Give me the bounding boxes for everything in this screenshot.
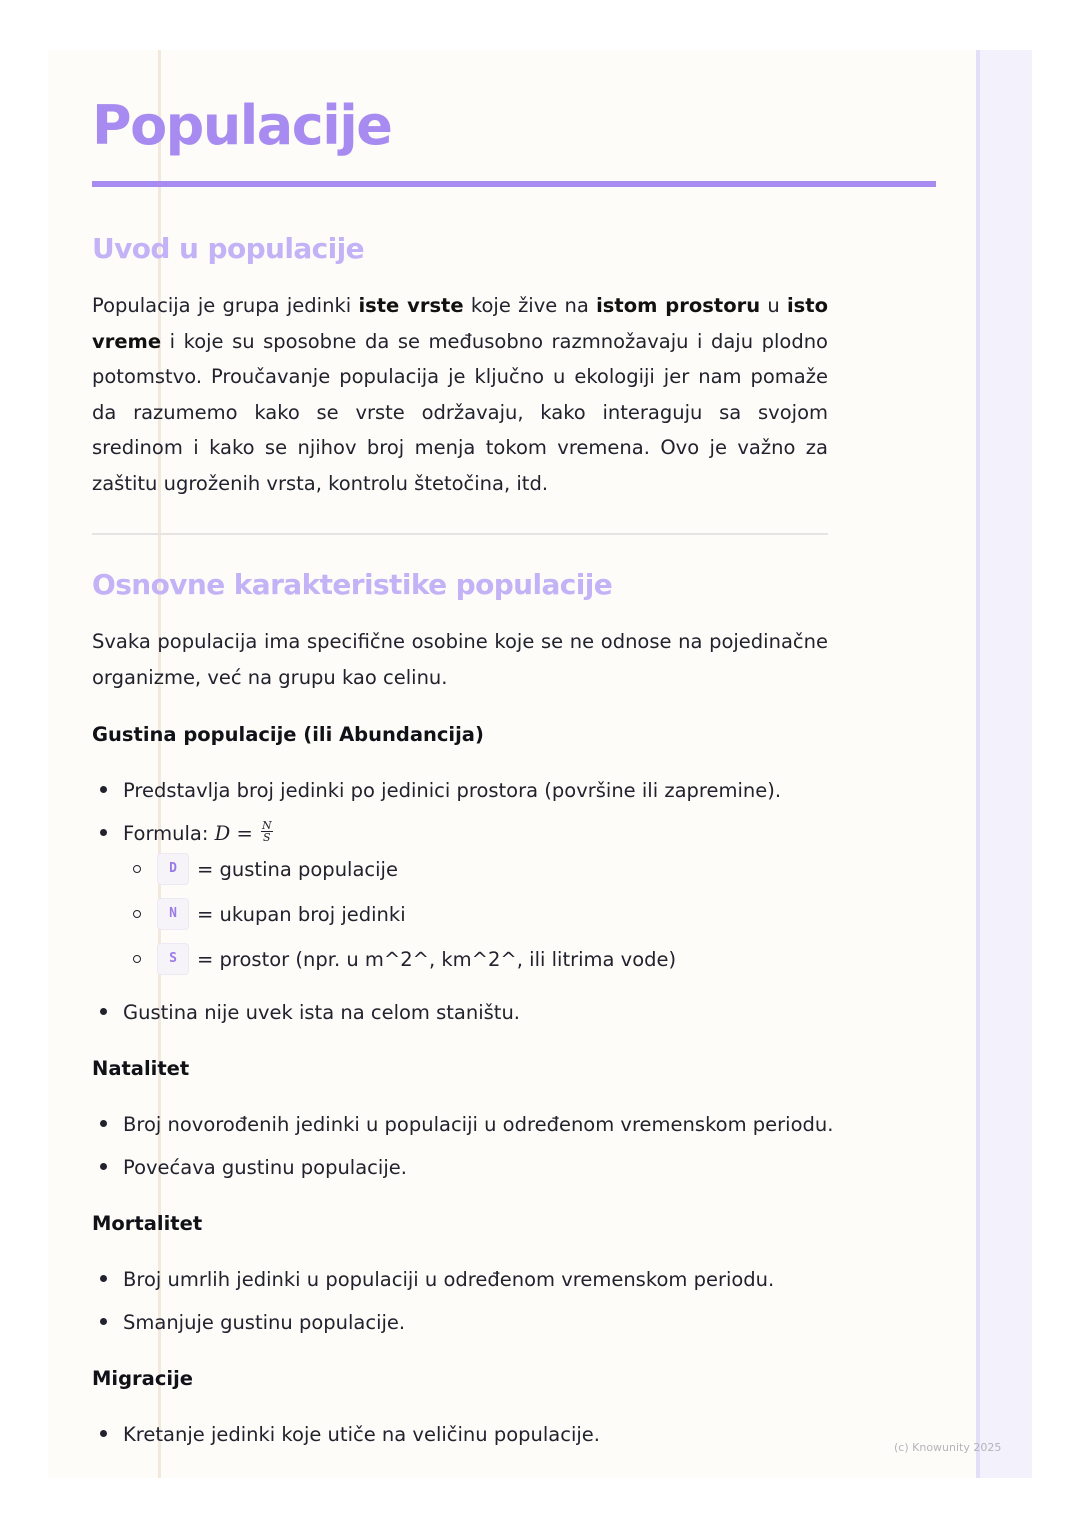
sub-item-text: = gustina populacije bbox=[197, 857, 398, 881]
formula-fraction bbox=[261, 820, 273, 843]
title-underline bbox=[92, 181, 936, 187]
code-chip: N bbox=[157, 898, 189, 930]
list-item bbox=[100, 1311, 405, 1334]
formula-item bbox=[100, 819, 273, 846]
fraction-denominator: S bbox=[263, 831, 271, 844]
list-item bbox=[100, 1268, 774, 1291]
list-item bbox=[100, 1156, 407, 1179]
list-item-text: Gustina nije uvek ista na celom staništu. bbox=[123, 1001, 521, 1024]
characteristics-intro: Svaka populacija ima specifične osobine koje se ne odnose na pojedinačne organizme, već na grupu kao celinu. bbox=[92, 630, 828, 689]
text-run: i koje su sposobne da se međusobno razmnožavaju i daju plodno potomstvo. Proučavanje populacija je ključno u ekologiji jer nam pomaže da razumemo kako se vrste održavaju, kako interaguju sa svojom sredinom i kako se njihov broj menja tokom vremena. Ovo je važno za zaštitu ugroženih vrsta, kontrolu štetočina, itd. bbox=[92, 329, 828, 495]
bold-term: isto vreme bbox=[92, 294, 828, 353]
sub-bullet-ring bbox=[133, 955, 141, 963]
right-edge-strip bbox=[976, 50, 1032, 1478]
fraction-numerator: N bbox=[262, 819, 272, 832]
formula-lhs: D = bbox=[214, 822, 259, 845]
bullet-dot bbox=[100, 786, 107, 793]
list-item bbox=[100, 1001, 520, 1024]
bullet-dot bbox=[100, 829, 107, 836]
formula-label: Formula: bbox=[123, 822, 215, 845]
sub-item-text: = prostor (npr. u m^2^, km^2^, ili litrima vode) bbox=[197, 947, 677, 971]
list-item-text: Povećava gustinu populacije. bbox=[123, 1156, 407, 1179]
bullet-dot bbox=[100, 1163, 107, 1170]
list-item bbox=[100, 1113, 833, 1136]
subheading-gustina: Gustina populacije (ili Abundancija) bbox=[92, 723, 484, 746]
sub-list-item bbox=[133, 943, 676, 975]
bold-term: istom prostoru bbox=[596, 294, 761, 317]
subheading-natalitet: Natalitet bbox=[92, 1057, 190, 1080]
subheading-mortalitet: Mortalitet bbox=[92, 1212, 203, 1235]
page-title: Populacije bbox=[92, 94, 392, 157]
sub-list-item bbox=[133, 898, 406, 930]
text-run: u bbox=[760, 294, 787, 317]
list-item-text: Predstavlja broj jedinki po jedinici prostora (površine ili zapremine). bbox=[123, 779, 782, 802]
bullet-dot bbox=[100, 1008, 107, 1015]
list-item-text: Kretanje jedinki koje utiče na veličinu populacije. bbox=[123, 1423, 600, 1446]
sub-bullet-ring bbox=[133, 865, 141, 873]
section-divider bbox=[92, 533, 828, 535]
right-edge-line bbox=[976, 50, 980, 1478]
list-item-text: Broj umrlih jedinki u populaciji u određenom vremenskom periodu. bbox=[123, 1268, 775, 1291]
section-heading-characteristics: Osnovne karakteristike populacije bbox=[92, 568, 613, 601]
bullet-dot bbox=[100, 1120, 107, 1127]
list-item bbox=[100, 1423, 600, 1446]
code-chip: S bbox=[157, 943, 189, 975]
bullet-dot bbox=[100, 1275, 107, 1282]
sub-bullet-ring bbox=[133, 910, 141, 918]
copyright-footer: (c) Knowunity 2025 bbox=[894, 1441, 1002, 1454]
subheading-migracije: Migracije bbox=[92, 1367, 193, 1390]
bullet-dot bbox=[100, 1318, 107, 1325]
list-item-text: Smanjuje gustinu populacije. bbox=[123, 1311, 406, 1334]
sub-item-text: = ukupan broj jedinki bbox=[197, 902, 406, 926]
code-chip: D bbox=[157, 853, 189, 885]
bullet-dot bbox=[100, 1430, 107, 1437]
section-heading-intro: Uvod u populacije bbox=[92, 232, 365, 265]
bold-term: iste vrste bbox=[358, 294, 464, 317]
intro-paragraph bbox=[92, 288, 828, 501]
text-run: Populacija je grupa jedinki bbox=[92, 294, 359, 317]
list-item bbox=[100, 779, 781, 802]
sub-list-item bbox=[133, 853, 398, 885]
text-run: koje žive na bbox=[463, 294, 597, 317]
list-item-text: Broj novorođenih jedinki u populaciji u određenom vremenskom periodu. bbox=[123, 1113, 834, 1136]
